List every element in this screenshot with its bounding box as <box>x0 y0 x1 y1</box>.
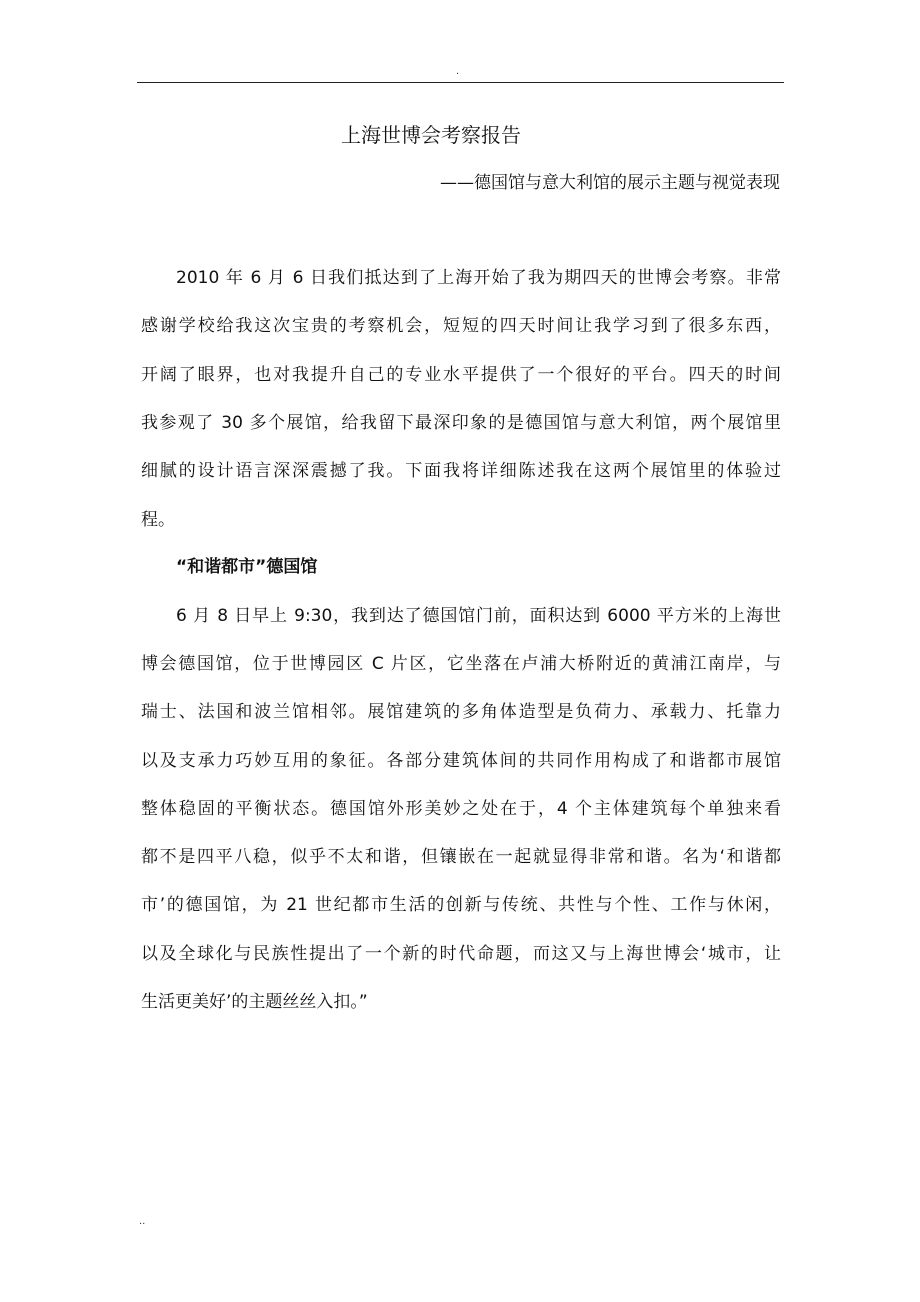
paragraph-line: 生活更美好’的主题丝丝入扣。” <box>141 992 368 1012</box>
paragraph-line: 开阔了眼界，也对我提升自己的专业水平提供了一个很好的平台。四天的时间 <box>141 365 781 385</box>
document-title: 上海世博会考察报告 <box>341 123 521 147</box>
paragraph-line: 6 月 8 日早上 9:30，我到达了德国馆门前，面积达到 6000 平方米的上海世 <box>176 606 781 626</box>
paragraph-line: 感谢学校给我这次宝贵的考察机会，短短的四天时间让我学习到了很多东西， <box>141 316 781 336</box>
footer-mark: .. <box>139 1216 146 1227</box>
paragraph-line: 我参观了 30 多个展馆，给我留下最深印象的是德国馆与意大利馆，两个展馆里 <box>141 413 781 433</box>
section-heading: “和谐都市”德国馆 <box>176 557 318 577</box>
paragraph-line: 市’的德国馆，为 21 世纪都市生活的创新与传统、共性与个性、工作与休闲， <box>141 895 781 915</box>
paragraph-line: 程。 <box>141 510 175 530</box>
paragraph-line: 博会德国馆，位于世博园区 C 片区，它坐落在卢浦大桥附近的黄浦江南岸，与 <box>141 654 781 674</box>
paragraph-line: 以及全球化与民族性提出了一个新的时代命题，而这又与上海世博会‘城市，让 <box>141 944 781 964</box>
header-rule <box>137 82 784 83</box>
paragraph-line: 细腻的设计语言深深震撼了我。下面我将详细陈述我在这两个展馆里的体验过 <box>141 461 781 481</box>
header-mark: . <box>456 66 460 77</box>
paragraph-line: 以及支承力巧妙互用的象征。各部分建筑体间的共同作用构成了和谐都市展馆 <box>141 751 781 771</box>
document-subtitle: ——德国馆与意大利馆的展示主题与视觉表现 <box>440 173 780 193</box>
paragraph-line: 瑞士、法国和波兰馆相邻。展馆建筑的多角体造型是负荷力、承载力、托靠力 <box>141 702 781 722</box>
paragraph-line: 都不是四平八稳，似乎不太和谐，但镶嵌在一起就显得非常和谐。名为‘和谐都 <box>141 847 781 867</box>
paragraph-line: 整体稳固的平衡状态。德国馆外形美妙之处在于，4 个主体建筑每个单独来看 <box>141 799 781 819</box>
paragraph-line: 2010 年 6 月 6 日我们抵达到了上海开始了我为期四天的世博会考察。非常 <box>176 268 781 288</box>
